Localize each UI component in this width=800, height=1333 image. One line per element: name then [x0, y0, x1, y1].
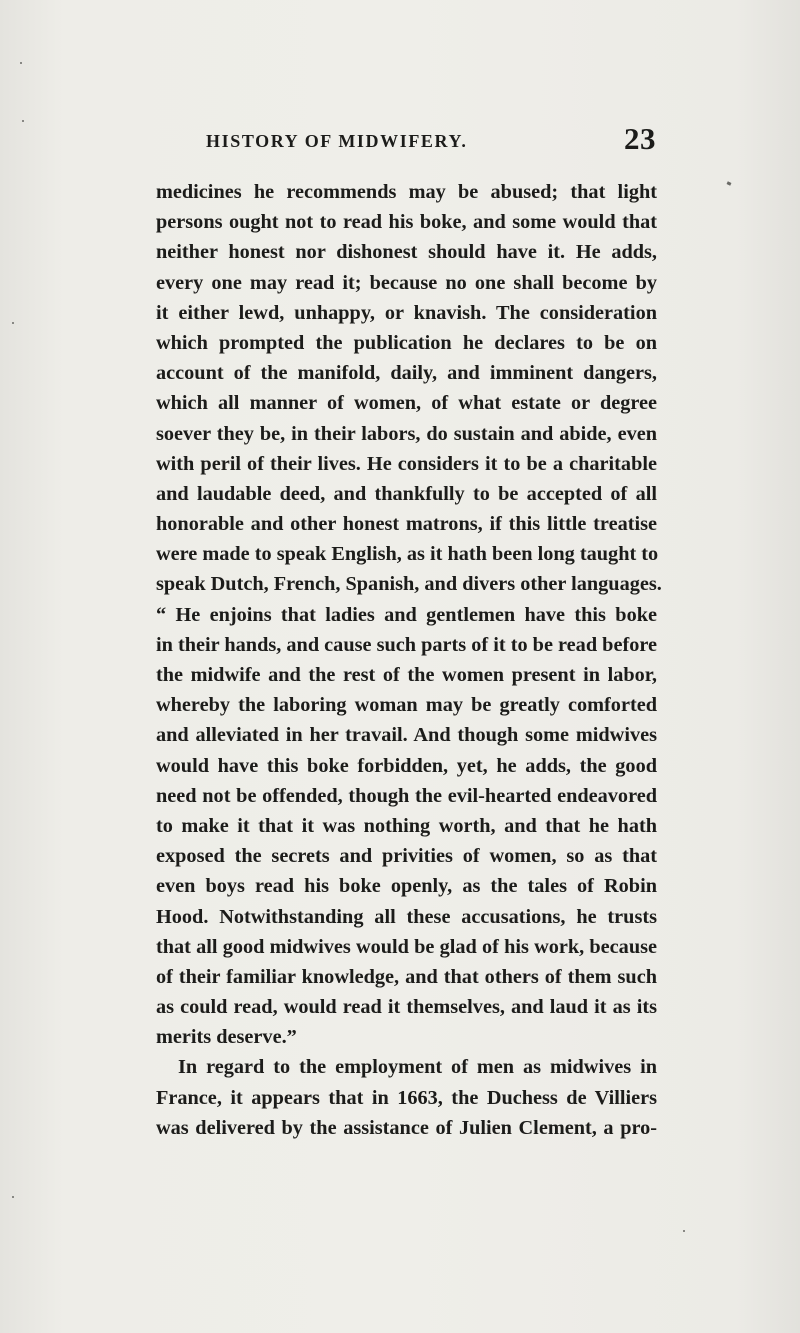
body-text	[156, 177, 662, 1143]
ink-speck	[683, 1230, 685, 1232]
text-line: soever they be, in their labors, do sustain and abide, even	[156, 422, 657, 445]
text-line: with peril of their lives. He considers it to be a charitable	[156, 452, 657, 475]
text-line: “ He enjoins that ladies and gentlemen have this boke	[156, 603, 657, 626]
running-title: HISTORY OF MIDWIFERY.	[206, 131, 468, 151]
ink-speck	[12, 322, 14, 324]
text-line: and alleviated in her travail. And though some midwives	[156, 724, 657, 747]
text-line: in their hands, and cause such parts of it to be read before	[156, 633, 657, 656]
text-line: it either lewd, unhappy, or knavish. The consideration	[156, 301, 657, 324]
text-line: which all manner of women, of what estate or degree	[156, 392, 657, 415]
text-line: even boys read his boke openly, as the tales of Robin	[156, 875, 657, 898]
text-line: and laudable deed, and thankfully to be accepted of all	[156, 482, 657, 505]
ink-speck	[727, 181, 732, 185]
text-line: whereby the laboring woman may be greatly comforted	[156, 694, 657, 717]
text-line: the midwife and the rest of the women present in labor,	[156, 664, 657, 686]
text-line: account of the manifold, daily, and imminent dangers,	[156, 362, 657, 385]
text-line: to make it that it was nothing worth, and that he hath	[156, 814, 657, 837]
text-line: would have this boke forbidden, yet, he adds, the good	[156, 754, 657, 777]
text-line: was delivered by the assistance of Julien Clement, a pro-	[156, 1116, 657, 1139]
page-number: 23	[624, 121, 656, 156]
text-line: medicines he recommends may be abused; that light	[156, 181, 657, 203]
text-line: need not be offended, though the evil-hearted endeavored	[156, 784, 657, 807]
text-line: that all good midwives would be glad of his work, because	[156, 935, 657, 958]
text-line: honorable and other honest matrons, if this little treatise	[156, 513, 657, 536]
text-line: France, it appears that in 1663, the Duchess de Villiers	[156, 1086, 657, 1109]
text-line: speak Dutch, French, Spanish, and divers other languages.	[156, 573, 662, 596]
ink-speck	[12, 1196, 14, 1198]
text-line: were made to speak English, as it hath been long taught to	[156, 543, 659, 566]
text-line: of their familiar knowledge, and that others of them such	[156, 965, 657, 988]
text-line: persons ought not to read his boke, and some would that	[156, 211, 657, 234]
text-line: Hood. Notwithstanding all these accusations, he trusts	[156, 905, 657, 928]
text-line: which prompted the publication he declares to be on	[156, 331, 657, 354]
text-line: every one may read it; because no one shall become by	[156, 271, 657, 294]
text-line: merits deserve.”	[156, 1026, 297, 1049]
ink-speck	[22, 120, 24, 122]
ink-speck	[20, 62, 22, 64]
text-line: exposed the secrets and privities of women, so as that	[156, 845, 657, 868]
text-line: In regard to the employment of men as midwives in	[178, 1056, 657, 1079]
text-line: neither honest nor dishonest should have it. He adds,	[156, 241, 657, 264]
page-header	[206, 121, 656, 161]
text-line: as could read, would read it themselves, and laud it as its	[156, 996, 657, 1019]
